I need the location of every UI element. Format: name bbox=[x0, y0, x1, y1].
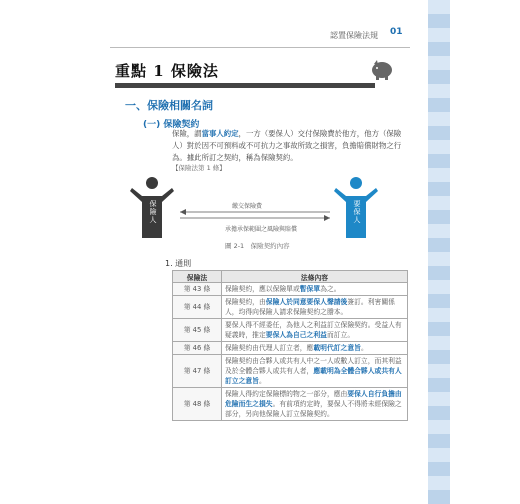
content-cell bbox=[222, 319, 408, 342]
content-text: 為之。 bbox=[320, 285, 341, 293]
content-cell bbox=[222, 388, 408, 421]
content-highlight: 暫保單 bbox=[299, 285, 321, 293]
piggy-bank-icon bbox=[368, 57, 396, 81]
content-highlight: 載明代訂之意旨 bbox=[313, 344, 361, 352]
para-highlight: 當事人約定 bbox=[201, 129, 239, 138]
strip-stripe bbox=[428, 490, 450, 504]
strip-stripe bbox=[428, 84, 450, 98]
article-cell: 第 48 條 bbox=[173, 388, 222, 421]
strip-stripe bbox=[428, 168, 450, 182]
strip-stripe bbox=[428, 0, 450, 14]
strip-stripe bbox=[428, 56, 450, 70]
strip-stripe bbox=[428, 210, 450, 224]
side-decoration-strip bbox=[428, 0, 450, 500]
content-text: 簽訂。利害關係人，均得向保險人請求保險契約之謄本。 bbox=[225, 298, 395, 316]
content-highlight: 保險人於同意要保人聲請後 bbox=[265, 298, 348, 306]
strip-stripe bbox=[428, 98, 450, 112]
table-row bbox=[173, 342, 408, 355]
strip-stripe bbox=[428, 448, 450, 462]
strip-stripe bbox=[428, 336, 450, 350]
content-text: 。 bbox=[360, 344, 368, 352]
content-cell bbox=[222, 283, 408, 296]
content-cell bbox=[222, 296, 408, 319]
subsection-title: 保險契約 bbox=[163, 120, 200, 130]
article-cell: 第 43 條 bbox=[173, 283, 222, 296]
strip-stripe bbox=[428, 224, 450, 238]
figure-caption: 圖 2-1 保險契約內容 bbox=[225, 242, 290, 250]
table-row bbox=[173, 319, 408, 342]
content-text: 。有前項約定時，要保人不得將未經保險之部分，另向他保險人訂立保險契約。 bbox=[225, 400, 402, 418]
chapter-heading bbox=[115, 60, 219, 81]
strip-stripe bbox=[428, 392, 450, 406]
page-number: 01 bbox=[390, 27, 403, 37]
header-cell-content: 法條內容 bbox=[222, 271, 408, 283]
table-header-row bbox=[173, 271, 408, 283]
subsection-number: (一) bbox=[143, 120, 161, 130]
strip-stripe bbox=[428, 14, 450, 28]
strip-stripe bbox=[428, 238, 450, 252]
strip-stripe bbox=[428, 182, 450, 196]
content-highlight: 要保人為自己之利益 bbox=[265, 331, 327, 339]
table-row bbox=[173, 355, 408, 388]
section-title: 保險相關名詞 bbox=[147, 99, 213, 112]
content-text: 而訂立。 bbox=[326, 331, 355, 339]
content-highlight: 要保人自行負擔由危險而生之損失 bbox=[225, 390, 402, 408]
strip-stripe bbox=[428, 476, 450, 490]
strip-stripe bbox=[428, 140, 450, 154]
strip-stripe bbox=[428, 406, 450, 420]
insurer-label: 保險人 bbox=[149, 200, 157, 224]
strip-stripe bbox=[428, 70, 450, 84]
table-row bbox=[173, 388, 408, 421]
table-row bbox=[173, 296, 408, 319]
coverage-arrow bbox=[180, 215, 330, 221]
chapter-label: 重點 1 bbox=[115, 62, 165, 80]
strip-stripe bbox=[428, 154, 450, 168]
table-row bbox=[173, 283, 408, 296]
strip-stripe bbox=[428, 420, 450, 434]
article-cell: 第 45 條 bbox=[173, 319, 222, 342]
general-rules-heading: 1. 通則 bbox=[165, 259, 192, 268]
content-cell bbox=[222, 342, 408, 355]
content-text: 保險契約由代理人訂立者，應 bbox=[225, 344, 314, 352]
running-header-title: 認置保險法規 bbox=[330, 31, 378, 40]
content-text: 保險人得約定保險標的物之一部分，應由 bbox=[225, 390, 348, 398]
article-cell: 第 44 條 bbox=[173, 296, 222, 319]
law-table bbox=[172, 270, 408, 421]
header-rule bbox=[110, 47, 410, 48]
definition-paragraph bbox=[172, 128, 408, 164]
source-tag: 【保險法第 1 條】 bbox=[172, 164, 226, 172]
content-text: 。 bbox=[258, 377, 266, 385]
strip-stripe bbox=[428, 196, 450, 210]
strip-stripe bbox=[428, 126, 450, 140]
para-text: 保險，謂 bbox=[172, 129, 202, 138]
strip-stripe bbox=[428, 308, 450, 322]
strip-stripe bbox=[428, 294, 450, 308]
content-text: 保險契約，由 bbox=[225, 298, 266, 306]
coverage-arrow-label: 承擔承保範圍之風險與賠償 bbox=[225, 226, 298, 233]
section-number: 一、 bbox=[125, 99, 147, 112]
strip-stripe bbox=[428, 364, 450, 378]
chapter-title: 保險法 bbox=[170, 62, 219, 80]
strip-stripe bbox=[428, 252, 450, 266]
content-text: 要保人得不經委任，為他人之利益訂立保險契約。受益人有疑義時，推定 bbox=[225, 321, 402, 339]
section-heading bbox=[125, 97, 213, 113]
content-highlight: 應載明為全體合夥人或共有人訂立之意旨 bbox=[225, 367, 402, 385]
header-cell-article: 保險法 bbox=[173, 271, 222, 283]
content-text: 保險契約，應以保險單或 bbox=[225, 285, 300, 293]
strip-stripe bbox=[428, 112, 450, 126]
strip-stripe bbox=[428, 462, 450, 476]
strip-stripe bbox=[428, 434, 450, 448]
strip-stripe bbox=[428, 378, 450, 392]
strip-stripe bbox=[428, 280, 450, 294]
policyholder-label: 要保人 bbox=[353, 200, 361, 224]
strip-stripe bbox=[428, 322, 450, 336]
strip-stripe bbox=[428, 28, 450, 42]
strip-stripe bbox=[428, 350, 450, 364]
para-text: ，一方（要保人）交付保險費於他方，他方（保險人）對於因不可預料或不可抗力之事故所致之損害，負擔賠償財物之行為。據此所訂之契約，稱為保險契約。 bbox=[172, 129, 402, 162]
content-text: 保險契約由合夥人或共有人中之一人或數人訂立，而其利益及於全體合夥人或共有人者， bbox=[225, 357, 402, 375]
article-cell: 第 46 條 bbox=[173, 342, 222, 355]
chapter-rule bbox=[115, 83, 375, 88]
content-cell bbox=[222, 355, 408, 388]
premium-arrow-label: 繳交保險費 bbox=[232, 203, 263, 210]
strip-stripe bbox=[428, 42, 450, 56]
strip-stripe bbox=[428, 266, 450, 280]
article-cell: 第 47 條 bbox=[173, 355, 222, 388]
